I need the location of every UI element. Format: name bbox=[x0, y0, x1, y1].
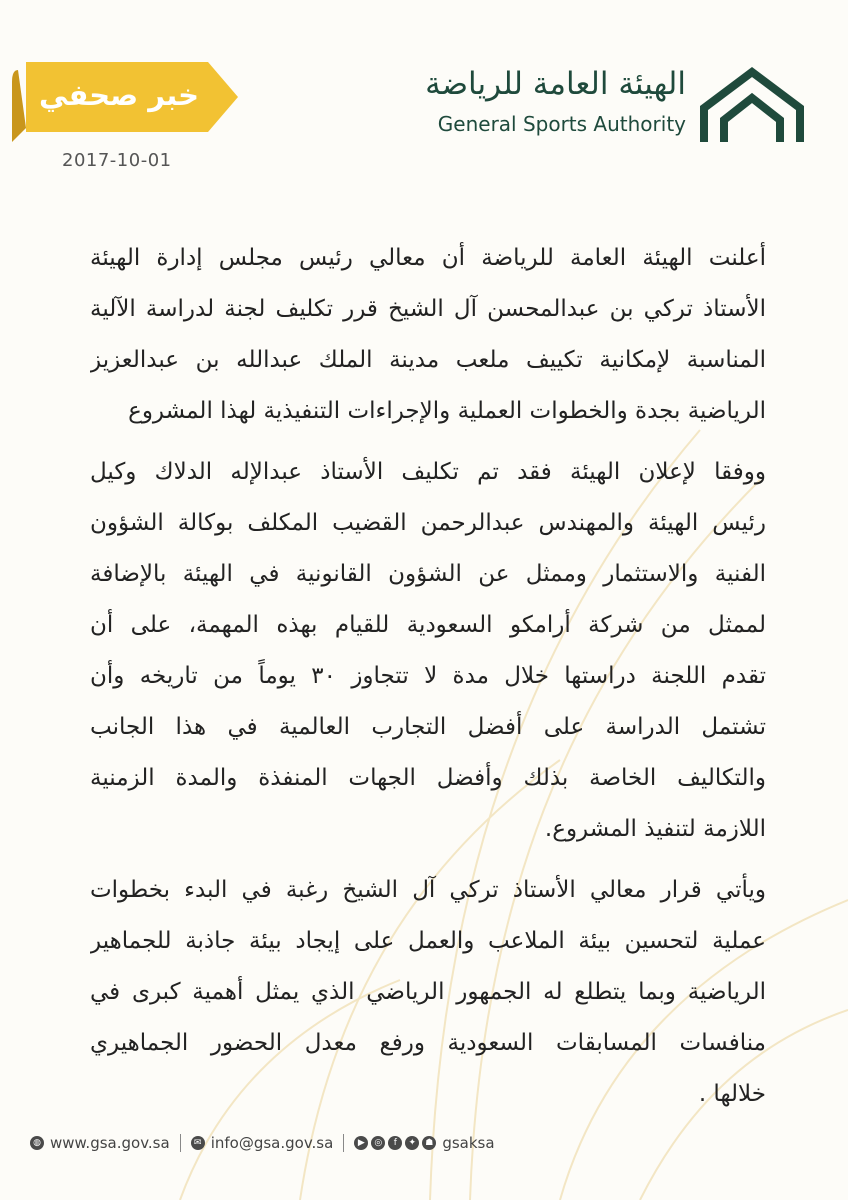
text-line: منافسات المسابقات السعودية ورفع معدل الحضور الجماهيري bbox=[90, 1030, 766, 1056]
text-line: تشتمل الدراسة على أفضل التجارب العالمية في هذا الجانب bbox=[90, 714, 766, 740]
footer-social bbox=[354, 1134, 494, 1152]
text-line: الفنية والاستثمار وممثل عن الشؤون القانونية في الهيئة بالإضافة bbox=[90, 561, 766, 587]
paragraph-1 bbox=[90, 233, 766, 437]
divider bbox=[180, 1134, 181, 1152]
footer bbox=[30, 1128, 830, 1158]
text-line: الرياضية بجدة والخطوات العملية والإجراءات التنفيذية لهذا المشروع bbox=[128, 398, 766, 424]
text-line: الأستاذ تركي بن عبدالمحسن آل الشيخ قرر تكليف لجنة لدراسة الآلية bbox=[90, 296, 766, 322]
logo-arabic-name: الهيئة العامة للرياضة bbox=[425, 66, 686, 102]
website-link[interactable]: www.gsa.gov.sa bbox=[50, 1134, 170, 1152]
instagram-icon[interactable]: ◎ bbox=[371, 1136, 385, 1150]
social-handle[interactable]: gsaksa bbox=[442, 1134, 495, 1152]
facebook-icon[interactable]: f bbox=[388, 1136, 402, 1150]
paragraph-2 bbox=[90, 447, 766, 855]
snapchat-icon[interactable]: ☗ bbox=[422, 1136, 436, 1150]
text-line: عملية لتحسين بيئة الملاعب والعمل على إيجاد بيئة جاذبة للجماهير bbox=[90, 928, 766, 954]
text-line: رئيس الهيئة والمهندس عبدالرحمن القضيب المكلف بوكالة الشؤون bbox=[90, 510, 766, 536]
footer-email[interactable] bbox=[191, 1134, 334, 1152]
divider bbox=[343, 1134, 344, 1152]
text-line: لممثل من شركة أرامكو السعودية للقيام بهذه المهمة، على أن bbox=[90, 612, 766, 638]
paragraph-3 bbox=[90, 865, 766, 1120]
footer-website[interactable] bbox=[30, 1134, 170, 1152]
social-icons bbox=[354, 1136, 436, 1150]
text-line: ووفقا لإعلان الهيئة فقد تم تكليف الأستاذ عبدالإله الدلاك وكيل bbox=[90, 459, 766, 485]
twitter-icon[interactable]: ✦ bbox=[405, 1136, 419, 1150]
text-line: والتكاليف الخاصة بذلك وأفضل الجهات المنفذة والمدة الزمنية bbox=[90, 765, 766, 791]
email-link[interactable]: info@gsa.gov.sa bbox=[210, 1134, 334, 1152]
globe-icon: ◍ bbox=[30, 1136, 44, 1150]
mail-icon: ✉ bbox=[191, 1136, 205, 1150]
article-body bbox=[90, 233, 766, 1130]
badge-label: خبر صحفي bbox=[39, 78, 200, 112]
text-line: خلالها . bbox=[698, 1081, 766, 1107]
logo-english-name: General Sports Authority bbox=[437, 112, 686, 136]
text-line: المناسبة لإمكانية تكييف ملعب مدينة الملك عبدالله بن عبدالعزيز bbox=[90, 347, 766, 373]
text-line: اللازمة لتنفيذ المشروع. bbox=[544, 816, 766, 842]
text-line: تقدم اللجنة دراستها خلال مدة لا تتجاوز ٣٠ يوماً من تاريخه وأن bbox=[90, 663, 766, 689]
youtube-icon[interactable]: ▶ bbox=[354, 1136, 368, 1150]
text-line: أعلنت الهيئة العامة للرياضة أن معالي رئيس مجلس إدارة الهيئة bbox=[90, 245, 766, 271]
release-date: 2017-10-01 bbox=[62, 150, 172, 171]
text-line: الرياضية وبما يتطلع له الجمهور الرياضي الذي يمثل أهمية كبرى في bbox=[90, 979, 766, 1005]
gsa-logo-icon bbox=[698, 64, 806, 146]
text-line: ويأتي قرار معالي الأستاذ تركي آل الشيخ رغبة في البدء بخطوات bbox=[90, 877, 766, 903]
